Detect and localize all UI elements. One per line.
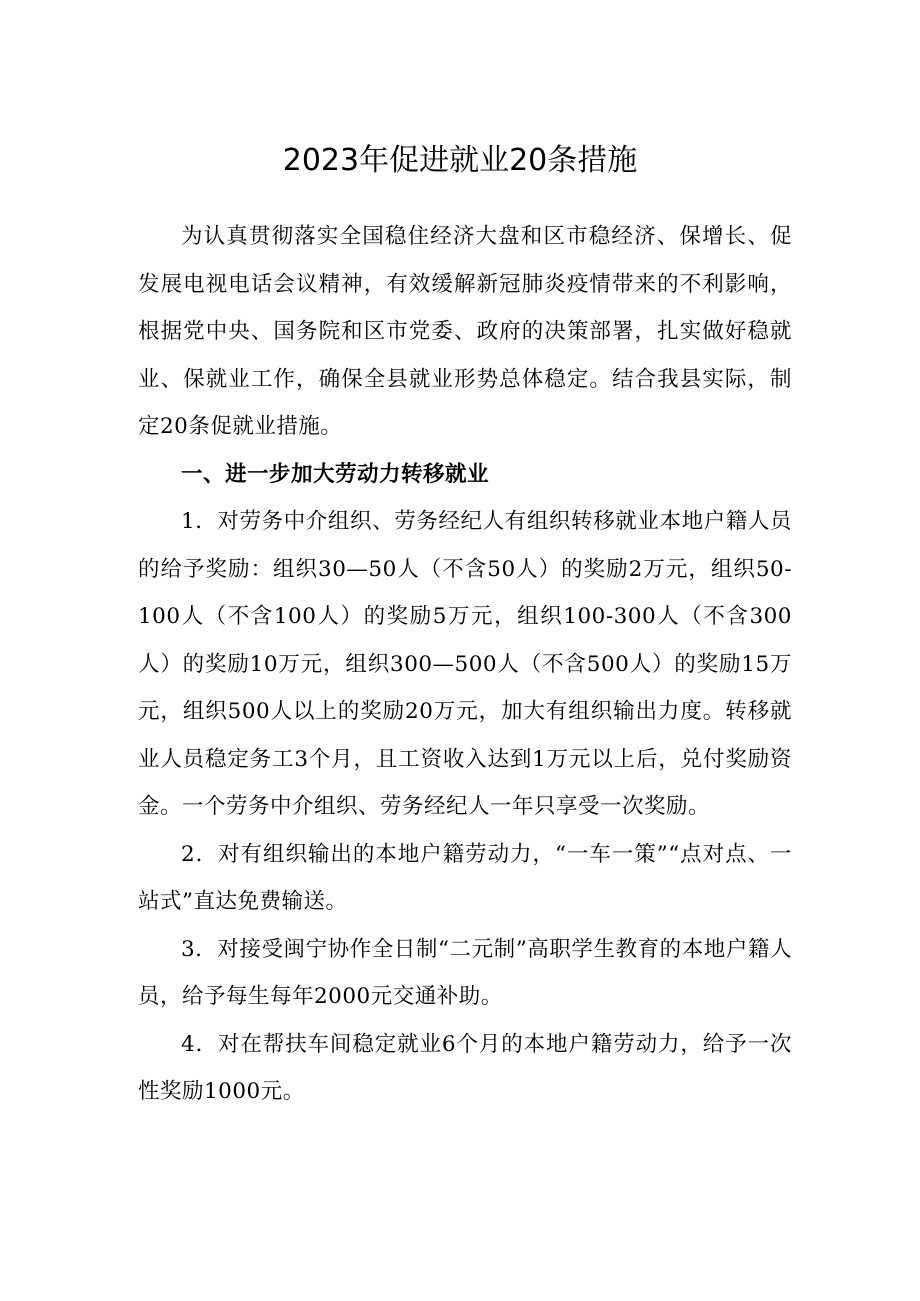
measure-item-4: 4．对在帮扶车间稳定就业6个月的本地户籍劳动力，给予一次性奖励1000元。 bbox=[138, 1031, 792, 1104]
page-title: 2023年促进就业20条措施 bbox=[282, 143, 638, 178]
section-heading-1: 一、进一步加大劳动力转移就业 bbox=[181, 461, 490, 487]
intro-paragraph: 为认真贯彻落实全国稳住经济大盘和区市稳经济、保增长、促发展电视电话会议精神，有效缓解新冠肺炎疫情带来的不利影响，根据党中央、国务院和区市党委、政府的决策部署，扎实做好稳就业、保就业工作，确保全县就业形势总体稳定。结合我县实际，制定20条促就业措施。 bbox=[138, 224, 792, 439]
measure-item-3: 3．对接受闽宁协作全日制“二元制”高职学生教育的本地户籍人员，给予每生每年2000元交通补助。 bbox=[138, 936, 792, 1009]
document-body bbox=[138, 213, 792, 1116]
measure-item-2: 2．对有组织输出的本地户籍劳动力，“一车一策”“点对点、一站式”直达免费输送。 bbox=[138, 841, 792, 914]
measure-item-1: 1．对劳务中介组织、劳务经纪人有组织转移就业本地户籍人员的给予奖励：组织30—50人（不含50人）的奖励2万元，组织50-100人（不含100人）的奖励5万元，组织100-300人（不含300人）的奖励10万元，组织300—500人（不含500人）的奖励15万元，组织500人以上的奖励20万元，加大有组织输出力度。转移就业人员稳定务工3个月，且工资收入达到1万元以上后，兑付奖励资金。一个劳务中介组织、劳务经纪人一年只享受一次奖励。 bbox=[138, 509, 792, 819]
